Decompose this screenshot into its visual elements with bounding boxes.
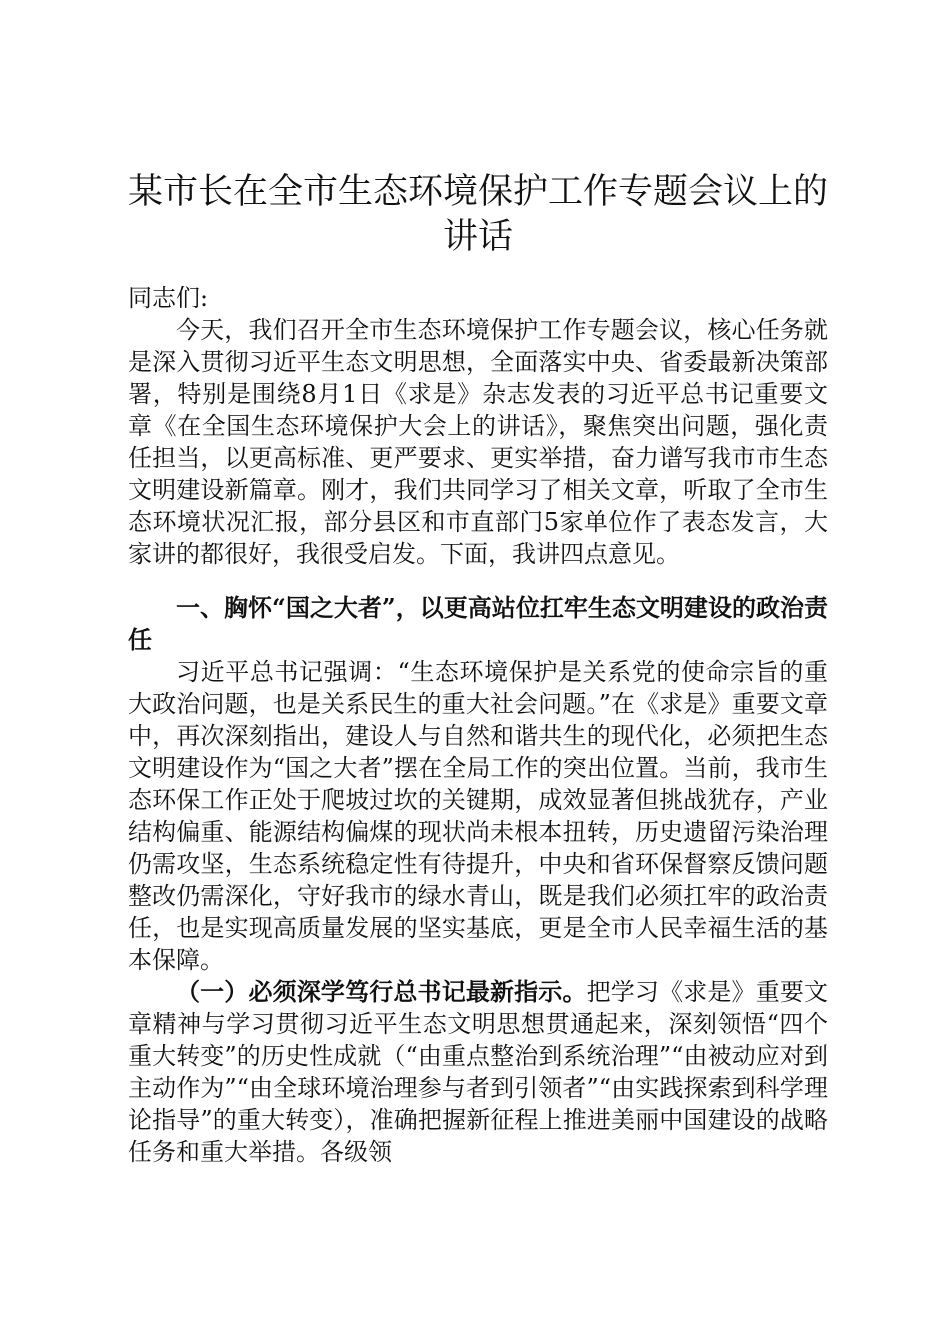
greeting: 同志们: [128,284,209,312]
subsection-1-paragraph [128,976,828,1168]
document-page [128,170,828,1168]
section-1-paragraph: 习近平总书记强调：“生态环境保护是关系党的使命宗旨的重大政治问题，也是关系民生的重大社会问题。”在《求是》重要文章中，再次深刻指出，建设人与自然和谐共生的现代化，必须把生态文明建设作为“国之大者”摆在全局工作的突出位置。当前，我市生态环保工作正处于爬坡过坎的关键期，成效显著但挑战犹存，产业结构偏重、能源结构偏煤的现状尚未根本扭转，历史遗留污染治理仍需攻坚，生态系统稳定性有待提升，中央和省环保督察反馈问题整改仍需深化，守好我市的绿水青山，既是我们必须扛牢的政治责任，也是实现高质量发展的坚实基底，更是全市人民幸福生活的基本保障。 [128,658,828,974]
section-heading-1: 一、胸怀“国之大者”，以更高站位扛牢生态文明建设的政治责任 [128,593,828,654]
subsection-1-lead: （一）必须深学笃行总书记最新指示。 [176,977,587,1006]
intro-paragraph: 今天，我们召开全市生态环境保护工作专题会议，核心任务就是深入贯彻习近平生态文明思想，全面落实中央、省委最新决策部署，特别是围绕8月1日《求是》杂志发表的习近平总书记重要文章《在全国生态环境保护大会上的讲话》，聚焦突出问题，强化责任担当，以更高标准、更严要求、更实举措，奋力谱写我市市生态文明建设新篇章。刚才，我们共同学习了相关文章，听取了全市生态环境状况汇报，部分县区和市直部门5家单位作了表态发言，大家讲的都很好，我很受启发。下面，我讲四点意见。 [128,316,828,568]
document-title: 某市长在全市生态环境保护工作专题会议上的讲话 [128,172,829,257]
subsection-1-body: 把学习《求是》重要文章精神与学习贯彻习近平生态文明思想贯通起来，深刻领悟“四个重大转变”的历史性成就（“由重点整治到系统治理”“由被动应对到主动作为”“由全球环境治理参与者到引领者”“由实践探索到科学理论指导”的重大转变），准确把握新征程上推进美丽中国建设的战略任务和重大举措。各级领 [128,978,829,1166]
